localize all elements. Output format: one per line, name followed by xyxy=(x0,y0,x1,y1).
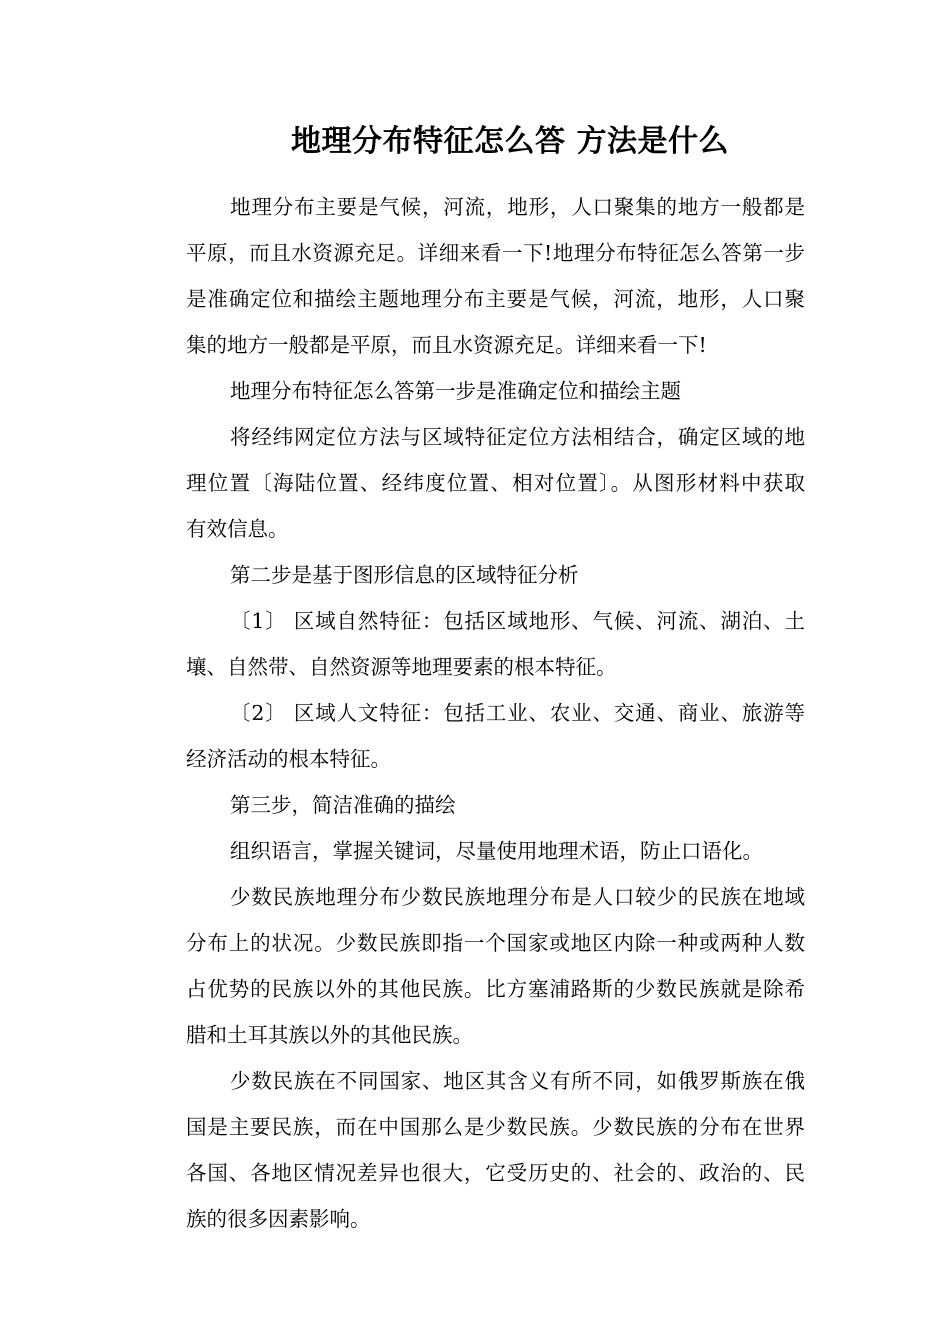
paragraph-line: 腊和土耳其族以外的其他民族。 xyxy=(186,1023,473,1047)
paragraph-line: 理位置〔海陆位置、经纬度位置、相对位置〕。从图形材料中获取 xyxy=(186,471,805,495)
paragraph-line: 〔1〕 区域自然特征：包括区域地形、气候、河流、湖泊、土 xyxy=(230,609,805,633)
paragraph-line: 地理分布主要是气候，河流，地形，人口聚集的地方一般都是 xyxy=(230,195,805,219)
paragraph-line: 分布上的状况。少数民族即指一个国家或地区内除一种或两种人数 xyxy=(186,931,805,955)
paragraph-9 xyxy=(145,874,805,1058)
paragraph-line: 第三步，简洁准确的描绘 xyxy=(230,793,456,817)
paragraph-6 xyxy=(145,690,805,782)
document-title: 地理分布特征怎么答 方法是什么 xyxy=(291,124,729,159)
paragraph-line: 各国、各地区情况差异也很大，它受历史的、社会的、政治的、民 xyxy=(186,1161,805,1185)
paragraph-line: 经济活动的根本特征。 xyxy=(186,747,391,771)
paragraph-line: 族的很多因素影响。 xyxy=(186,1207,371,1231)
paragraph-line: 平原，而且水资源充足。详细来看一下!地理分布特征怎么答第一步 xyxy=(186,241,805,265)
paragraph-line: 是准确定位和描绘主题地理分布主要是气候，河流，地形，人口聚 xyxy=(186,287,805,311)
paragraph-4 xyxy=(145,552,805,598)
paragraph-2 xyxy=(145,368,805,414)
paragraph-5 xyxy=(145,598,805,690)
paragraph-line: 〔2〕 区域人文特征：包括工业、农业、交通、商业、旅游等 xyxy=(230,701,805,725)
paragraph-3 xyxy=(145,414,805,552)
paragraph-line: 壤、自然带、自然资源等地理要素的根本特征。 xyxy=(186,655,617,679)
paragraph-8 xyxy=(145,828,805,874)
paragraph-7 xyxy=(145,782,805,828)
paragraph-10 xyxy=(145,1058,805,1242)
document-body xyxy=(145,184,805,1242)
paragraph-line: 组织语言，掌握关键词，尽量使用地理术语，防止口语化。 xyxy=(230,839,763,863)
paragraph-line: 地理分布特征怎么答第一步是准确定位和描绘主题 xyxy=(230,379,681,403)
paragraph-1 xyxy=(145,184,805,368)
paragraph-line: 占优势的民族以外的其他民族。比方塞浦路斯的少数民族就是除希 xyxy=(186,977,805,1001)
paragraph-line: 少数民族地理分布少数民族地理分布是人口较少的民族在地域 xyxy=(230,885,805,909)
paragraph-line: 第二步是基于图形信息的区域特征分析 xyxy=(230,563,579,587)
paragraph-line: 国是主要民族，而在中国那么是少数民族。少数民族的分布在世界 xyxy=(186,1115,805,1139)
paragraph-line: 将经纬网定位方法与区域特征定位方法相结合，确定区域的地 xyxy=(230,425,805,449)
paragraph-line: 少数民族在不同国家、地区其含义有所不同，如俄罗斯族在俄 xyxy=(230,1069,805,1093)
paragraph-line: 有效信息。 xyxy=(186,517,289,541)
paragraph-line: 集的地方一般都是平原，而且水资源充足。详细来看一下! xyxy=(186,333,707,357)
